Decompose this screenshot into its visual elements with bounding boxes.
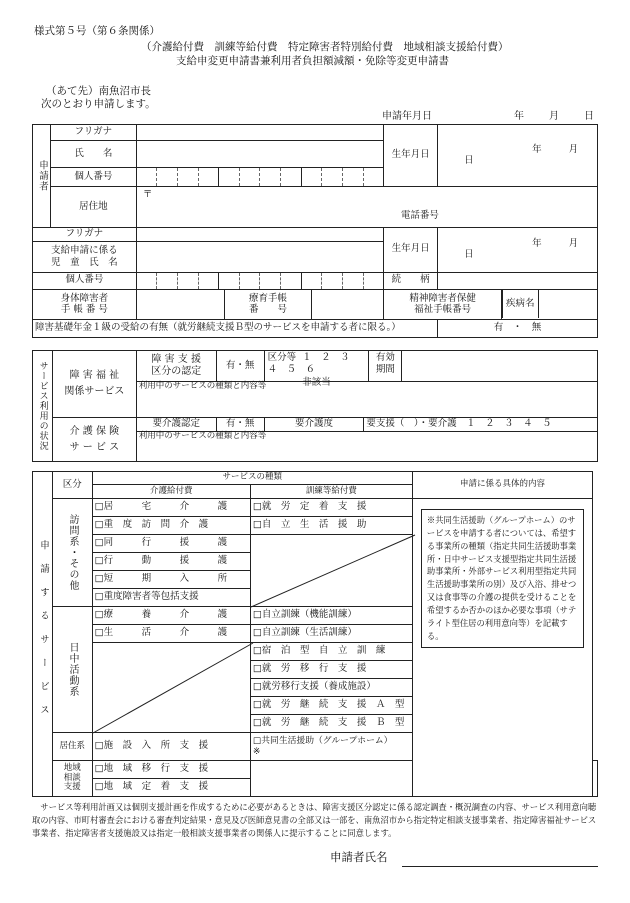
intro-text: 次のとおり申請します。 bbox=[41, 98, 156, 110]
visit-care-0[interactable]: □居 宅 介 護 bbox=[92, 499, 250, 517]
child-name-label-line1: 支給申請に係る bbox=[51, 244, 118, 256]
care-in-use-field[interactable]: 利用中のサービスの種類と内容等 bbox=[136, 432, 597, 462]
child-name-label bbox=[33, 242, 137, 273]
valid-period-label bbox=[368, 351, 401, 381]
form-subtitle: （介護給付費 訓練等給付費 特定障害者特別給付費 地域相談支援給付費） bbox=[141, 41, 509, 53]
physical-handbook-label-line1: 身体障害者 bbox=[60, 292, 109, 304]
applicant-birth-label: 生年月日 bbox=[384, 125, 438, 187]
care-insurance-label bbox=[52, 418, 136, 462]
welfare-service-label-line1: 障 害 福 祉 bbox=[69, 370, 120, 381]
care-cert-choice[interactable]: 有・無 bbox=[216, 418, 264, 432]
applicant-birth-month: 月 bbox=[568, 143, 579, 155]
welfare-service-label bbox=[52, 351, 136, 418]
service-types-header: サービスの種類 bbox=[92, 472, 412, 485]
child-birth-month: 月 bbox=[568, 237, 579, 249]
rehab-handbook-label-line2: 番 号 bbox=[248, 304, 287, 316]
local-support-label-line2: 相談 bbox=[63, 772, 81, 783]
rehab-handbook-label-line1: 療育手帳 bbox=[248, 292, 287, 304]
support-cert-label bbox=[136, 351, 216, 382]
valid-period-field[interactable] bbox=[402, 351, 598, 382]
physical-handbook-label bbox=[33, 290, 137, 320]
child-birth-field[interactable] bbox=[438, 227, 598, 272]
physical-handbook-label-line2: 手 帳 番 号 bbox=[60, 304, 108, 316]
residential-care[interactable]: □施 設 入 所 支 援 bbox=[92, 733, 250, 761]
physical-handbook-field[interactable] bbox=[136, 290, 224, 320]
detail-field[interactable] bbox=[412, 499, 592, 797]
application-date-label: 申請年月日 bbox=[382, 111, 432, 122]
mental-handbook-label-line2: 福祉手帳番号 bbox=[414, 304, 472, 316]
date-month-unit: 月 bbox=[549, 111, 559, 122]
support-cert-label-line1: 障 害 支 援 bbox=[151, 354, 201, 365]
disease-cell bbox=[502, 290, 598, 320]
care-benefit-header: 介護給付費 bbox=[92, 485, 250, 499]
child-furigana-field[interactable] bbox=[136, 227, 383, 241]
pension-choice[interactable]: 有 ・ 無 bbox=[438, 319, 598, 337]
training-benefit-header: 訓練等給付費 bbox=[250, 485, 412, 499]
support-cert-label-line2: 区分の認定 bbox=[151, 366, 202, 377]
child-personal-no-label: 個人番号 bbox=[33, 272, 137, 289]
child-birth-day: 日 bbox=[464, 248, 474, 260]
detail-header: 申請に係る具体的内容 bbox=[412, 472, 592, 499]
signature-label: 申請者氏名 bbox=[330, 850, 388, 864]
grouphome-note: ※共同生活援助（グループホーム）のサービスを申請する者については、希望する事業所の種類（指定共同生活援助事業所・日中サービス支援型指定共同生活援助事業所・外部サービス利用型指定共同生活援助事業所の別）及び入浴、排せつ又は食事等の介護の提供を受けることを希望するか否かのほか必要な事項（サテライト型住居の利用意向等）を記載する。 bbox=[421, 509, 584, 648]
phone-label: 電話番号 bbox=[400, 210, 439, 222]
mental-handbook-label-line1: 精神障害者保健 bbox=[409, 292, 476, 304]
visit-training-0[interactable]: □就 労 定 着 支 援 bbox=[250, 499, 412, 517]
applicant-address-field[interactable] bbox=[136, 187, 597, 228]
relation-field[interactable] bbox=[438, 272, 598, 289]
applicant-birth-day: 日 bbox=[464, 154, 474, 166]
local-training-empty bbox=[250, 761, 412, 797]
day-training-6[interactable]: □就 労 継 続 支 援 Ｂ 型 bbox=[250, 715, 412, 733]
applicant-birth-year: 年 bbox=[532, 143, 542, 155]
visit-care-2[interactable]: □同 行 援 護 bbox=[92, 535, 250, 553]
local-detail-empty bbox=[593, 761, 598, 797]
pension-label: 障害基礎年金１級の受給の有無（就労継続支援Ｂ型のサービスを申請する者に限る。） bbox=[33, 319, 438, 337]
child-personal-no-field[interactable] bbox=[136, 272, 383, 289]
visit-care-3[interactable]: □行 動 援 護 bbox=[92, 553, 250, 571]
disease-label: 疾病名 bbox=[502, 290, 538, 318]
visit-care-1[interactable]: □重 度 訪 問 介 護 bbox=[92, 517, 250, 535]
applicant-birth-field[interactable] bbox=[438, 125, 598, 187]
relation-label: 続 柄 bbox=[384, 272, 438, 289]
applicant-name-label: 氏 名 bbox=[50, 141, 136, 167]
care-insurance-label-line1: 介 護 保 険 bbox=[69, 425, 120, 437]
addressee: （あて先）南魚沼市長 bbox=[46, 85, 151, 97]
local-support-group-label bbox=[52, 761, 92, 797]
child-furigana-label: フリガナ bbox=[33, 227, 137, 241]
child-name-label-line2: 児 童 氏 名 bbox=[51, 256, 118, 268]
child-birth-label: 生年月日 bbox=[384, 227, 438, 272]
date-year-unit: 年 bbox=[514, 111, 524, 122]
day-training-1[interactable]: □自立訓練（生活訓練） bbox=[250, 625, 412, 643]
disease-field[interactable] bbox=[538, 290, 597, 318]
form-title: 支給申変更申請書兼利用者負担額減額・免除等変更申請書 bbox=[176, 55, 449, 67]
applicant-furigana-field[interactable] bbox=[136, 125, 383, 141]
local-care-1[interactable]: □地 域 定 着 支 援 bbox=[92, 779, 250, 797]
consent-text: サービス等利用計画又は個別支援計画を作成するために必要があるときは、障害支援区分認定に係る認定調査・概況調査の内容、サービス利用意向聴取の内容、市町村審査会における審査判定結果・意見及び医師意見書の全部又は一部を、南魚沼市から指定特定相談支援事業者、指定障害福祉サービス事業者、指定障害者支援施設又は指定一般相談支援事業者の関係人に提示することに同意します。 bbox=[32, 802, 597, 838]
day-care-1[interactable]: □生 活 介 護 bbox=[92, 625, 250, 643]
applicant-address-label: 居住地 bbox=[50, 187, 136, 228]
applicant-side-label: 申請者 bbox=[33, 125, 51, 228]
support-class-numbers[interactable]: １ ２ ３ ４ ５ ６ bbox=[267, 352, 360, 376]
visit-training-1[interactable]: □自 立 生 活 援 助 bbox=[250, 517, 412, 535]
local-care-0[interactable]: □地 域 移 行 支 援 bbox=[92, 761, 250, 779]
mental-handbook-label bbox=[384, 290, 502, 320]
day-care-empty bbox=[92, 643, 250, 733]
care-degree-label: 要介護度 bbox=[264, 418, 364, 432]
grouphome-note-mark: ※ bbox=[252, 746, 261, 757]
day-group-label: 日中活動系 bbox=[52, 607, 92, 733]
date-day-unit: 日 bbox=[584, 111, 594, 122]
visit-training-diagonal bbox=[251, 535, 415, 607]
day-training-3[interactable]: □就 労 移 行 支 援 bbox=[250, 661, 412, 679]
visit-group-label: 訪問系・その他 bbox=[52, 499, 92, 607]
day-care-diagonal bbox=[93, 643, 253, 733]
rehab-handbook-label bbox=[224, 290, 312, 320]
care-insurance-label-line2: サ ー ビ ス bbox=[69, 441, 120, 453]
visit-training-empty bbox=[250, 535, 412, 607]
child-birth-year: 年 bbox=[532, 237, 542, 249]
applicant-personal-no-label: 個人番号 bbox=[50, 167, 136, 186]
rehab-handbook-field[interactable] bbox=[312, 290, 384, 320]
residential-group-label: 居住系 bbox=[52, 733, 92, 761]
signature-line[interactable] bbox=[402, 866, 598, 867]
local-support-label-line1: 地域 bbox=[63, 762, 81, 773]
day-training-0[interactable]: □自立訓練（機能訓練） bbox=[250, 607, 412, 625]
applicant-table bbox=[32, 124, 598, 338]
welfare-service-label-line2: 関係サービス bbox=[64, 386, 125, 397]
child-name-field[interactable] bbox=[136, 242, 383, 273]
day-training-5[interactable]: □就 労 継 続 支 援 Ａ 型 bbox=[250, 697, 412, 715]
day-training-4[interactable]: □就労移行支援（養成施設） bbox=[250, 679, 412, 697]
postal-mark: 〒 bbox=[142, 189, 153, 201]
valid-period-label-line2: 期間 bbox=[375, 364, 395, 376]
day-training-2[interactable]: □宿 泊 型 自 立 訓 練 bbox=[250, 643, 412, 661]
division-header: 区分 bbox=[52, 472, 92, 499]
service-status-table bbox=[32, 350, 598, 462]
applicant-name-field[interactable] bbox=[136, 141, 383, 167]
residential-training[interactable] bbox=[250, 733, 412, 761]
support-class-cell bbox=[264, 351, 402, 388]
applicant-personal-no-field[interactable] bbox=[136, 167, 383, 186]
status-side-label: サービス利用の状況 bbox=[33, 351, 53, 462]
valid-period-label-line1: 有効 bbox=[375, 352, 395, 363]
care-support-choice[interactable]: 要支援（ ）・要介護 １ ２ ３ ４ ５ bbox=[364, 418, 598, 432]
services-side-label: 申請するサービス bbox=[33, 472, 53, 797]
support-class-label: 区分等 bbox=[267, 352, 297, 363]
requested-services-table bbox=[32, 471, 598, 797]
grouphome-option[interactable]: □共同生活援助（グループホーム） bbox=[252, 735, 393, 746]
day-care-0[interactable]: □療 養 介 護 bbox=[92, 607, 250, 625]
care-cert-label: 要介護認定 bbox=[136, 418, 216, 432]
visit-care-4[interactable]: □短 期 入 所 bbox=[92, 571, 250, 589]
applicant-furigana-label: フリガナ bbox=[50, 125, 136, 141]
support-cert-choice[interactable]: 有・無 bbox=[216, 351, 264, 382]
welfare-in-use-field[interactable]: 利用中のサービスの種類と内容等 bbox=[136, 382, 597, 418]
local-support-label-line3: 支援 bbox=[63, 782, 81, 793]
not-applicable-option[interactable]: 非該当 bbox=[302, 376, 331, 388]
form-number: 様式第５号（第６条関係） bbox=[34, 25, 160, 37]
visit-care-5[interactable]: □重度障害者等包括支援 bbox=[92, 589, 250, 607]
